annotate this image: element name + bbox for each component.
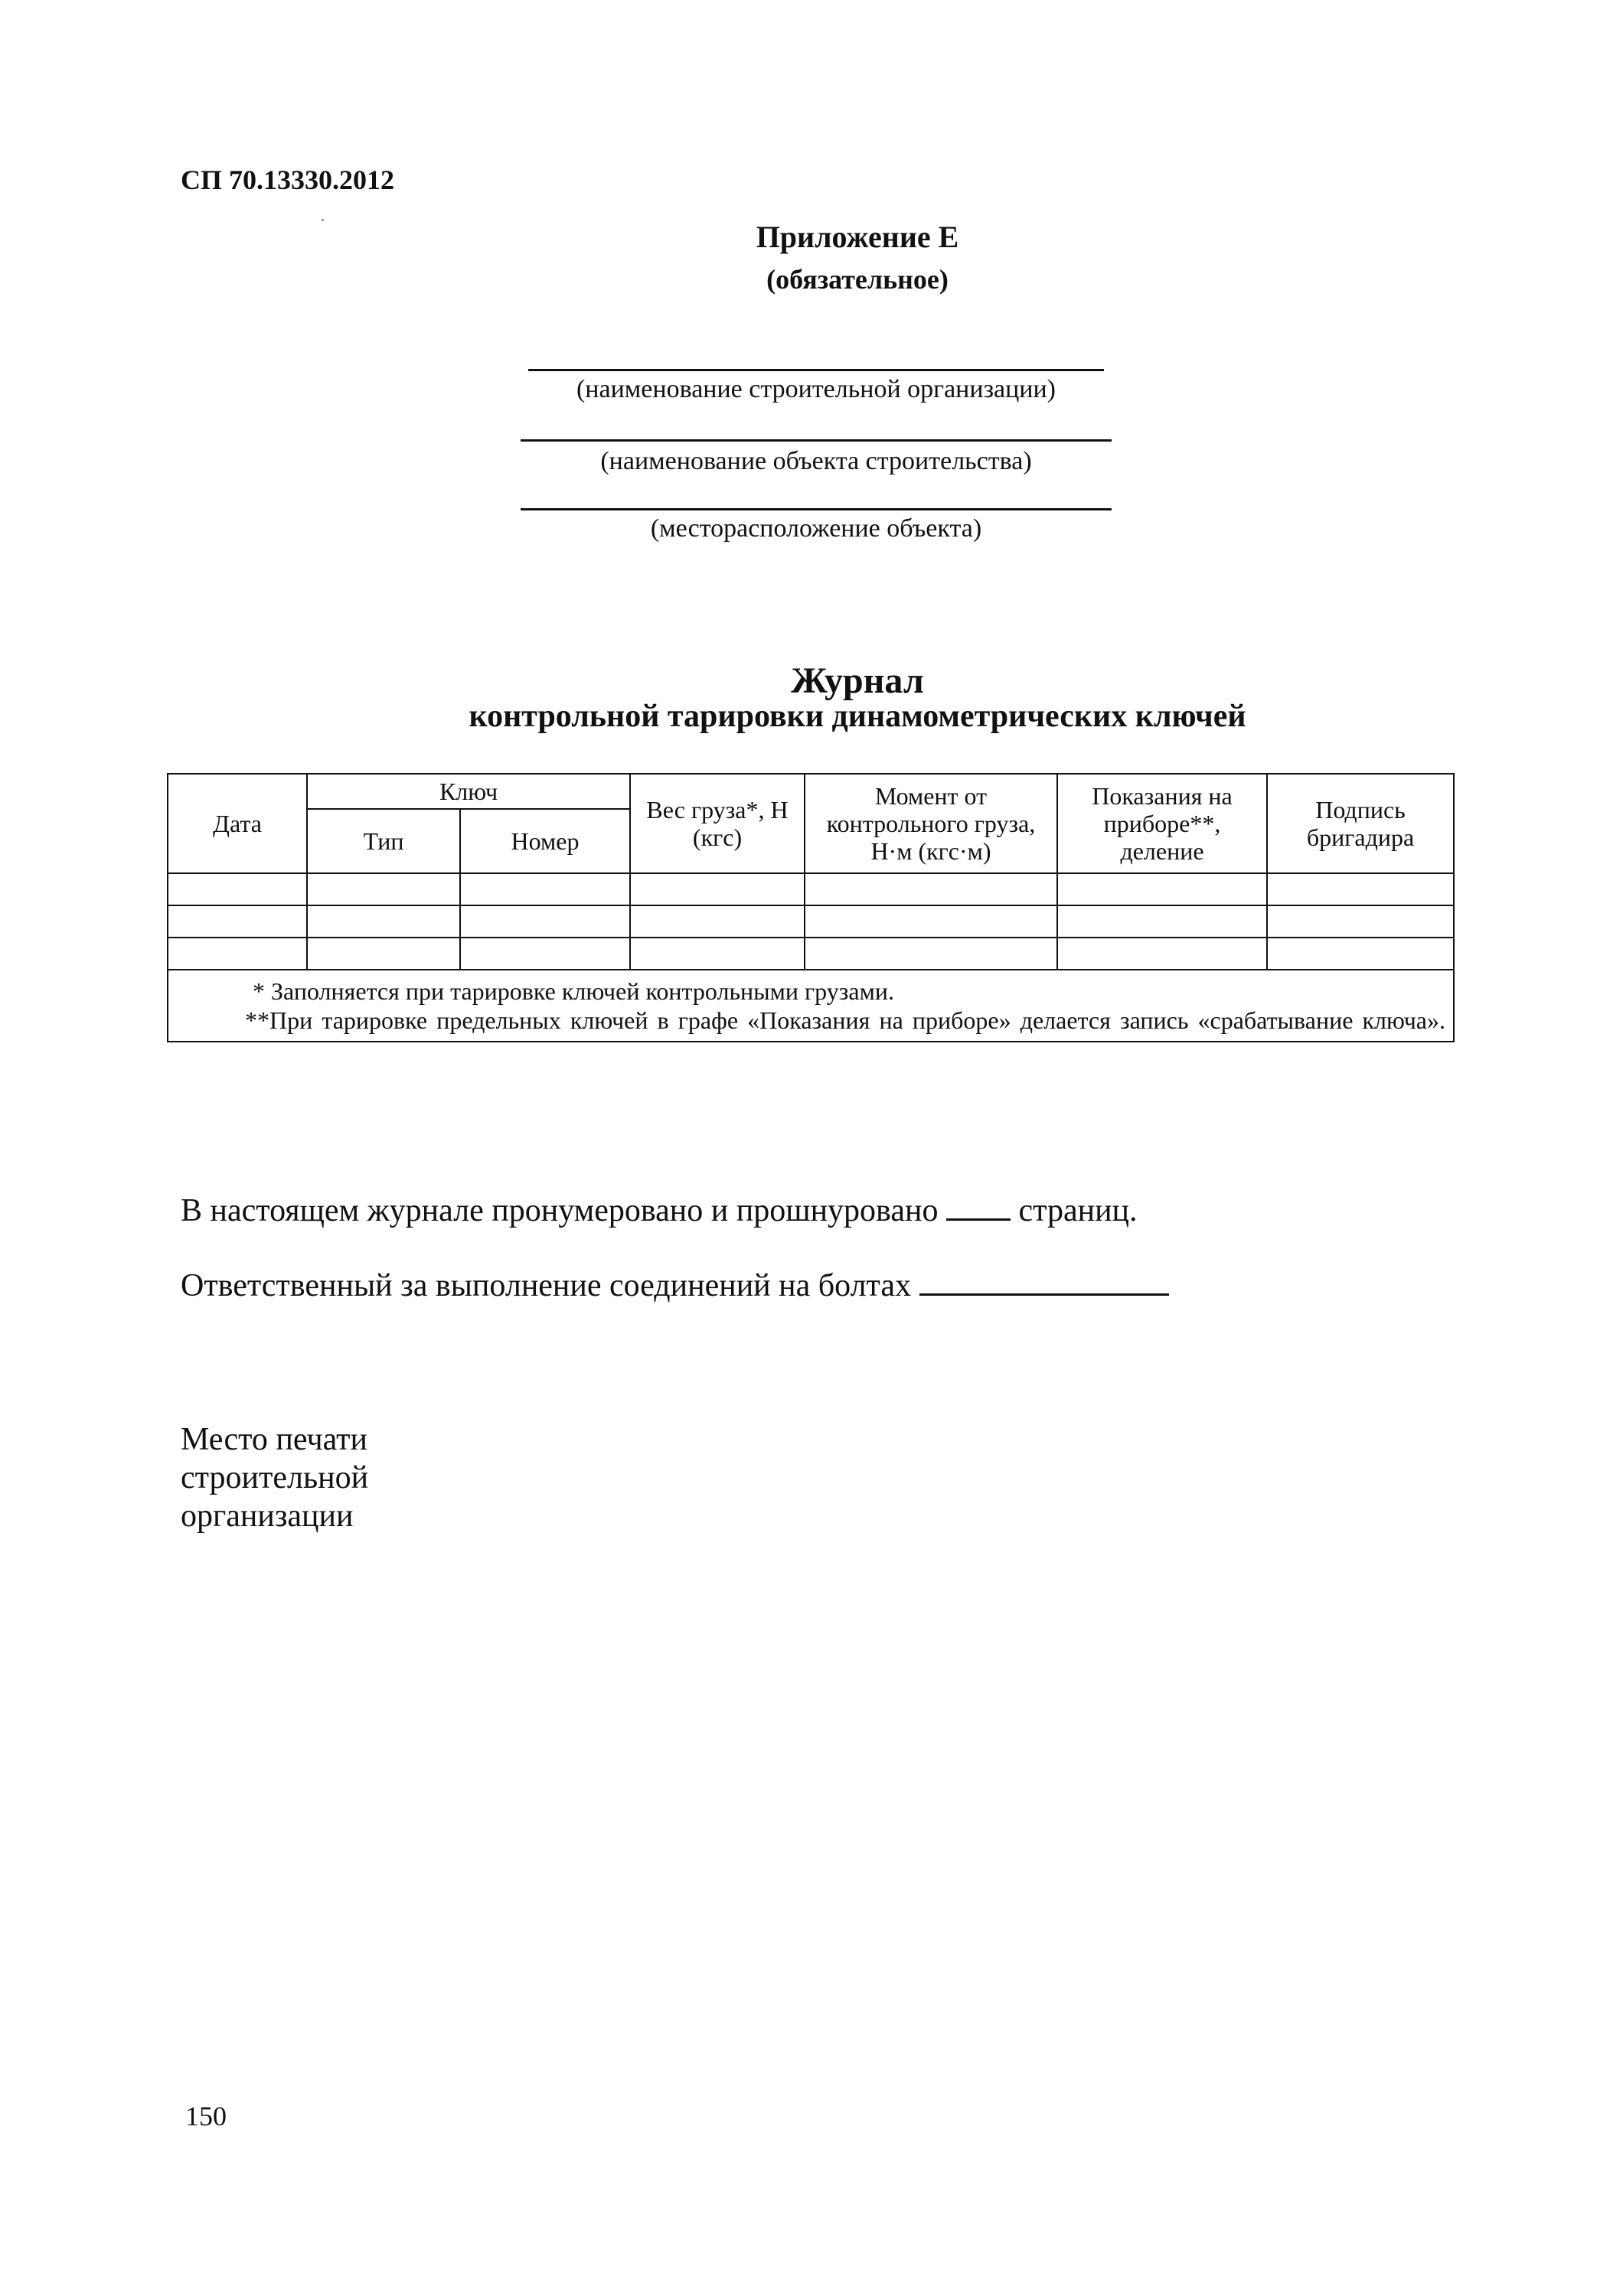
cell-readings [1057,873,1267,905]
responsible-text: Ответственный за выполнение соединений на болтах [181,1268,912,1303]
cell-date [168,938,307,970]
seal-line-3: организации [181,1499,354,1534]
responsible-signature-blank [919,1270,1169,1296]
seal-place [181,1420,368,1535]
document-code: СП 70.13330.2012 [181,165,394,195]
col-key-header: Ключ [307,774,630,809]
seal-line-1: Место печати [181,1422,368,1457]
cell-date [168,873,307,905]
cell-weight [630,873,805,905]
page-number: 150 [185,2101,227,2131]
cell-signature [1267,873,1454,905]
org-name-line [528,369,1104,371]
col-signature-header: Подпись бригадира [1267,774,1454,873]
cell-key-type [307,938,460,970]
table-row [168,873,1454,905]
cell-signature [1267,905,1454,938]
note-readings: **При тарировке предельных ключей в графе «Показания на приборе» делается запись «срабатывание ключа». [245,1006,1445,1034]
note-weight: * Заполняется при тарировке ключей контрольными грузами. [253,977,894,1005]
responsible-statement [181,1267,1169,1304]
table-row [168,905,1454,938]
cell-moment [805,905,1057,938]
table-row [168,938,1454,970]
appendix-title: Приложение Е [756,220,959,254]
cell-key-number [460,873,630,905]
journal-title: Журнал [791,660,924,701]
col-key-type-header: Тип [307,809,460,873]
cell-key-type [307,873,460,905]
cell-signature [1267,938,1454,970]
cell-readings [1057,938,1267,970]
journal-subtitle: контрольной тарировки динамометрических ключей [469,699,1246,734]
cell-moment [805,938,1057,970]
object-name-caption: (наименование объекта строительства) [600,447,1032,475]
appendix-subtitle: (обязательное) [766,264,949,295]
pages-statement-suffix: страниц. [1018,1193,1138,1228]
location-line [521,508,1112,510]
cell-key-type [307,905,460,938]
notes-row [168,970,1454,1042]
org-name-caption: (наименование строительной организации) [576,375,1056,403]
col-readings-header: Показания на приборе**, деление [1057,774,1267,873]
pages-statement [181,1192,1138,1229]
pages-statement-text: В настоящем журнале пронумеровано и прошнуровано [181,1193,939,1228]
cell-weight [630,905,805,938]
cell-date [168,905,307,938]
cell-readings [1057,905,1267,938]
col-moment-header: Момент от контрольного груза, Н·м (кгс·м) [805,774,1057,873]
notes-cell [168,970,1454,1042]
cell-weight [630,938,805,970]
journal-table [167,773,1455,1042]
cell-moment [805,873,1057,905]
object-name-line [521,439,1112,442]
col-key-number-header: Номер [460,809,630,873]
location-caption: (месторасположение объекта) [650,514,982,543]
seal-line-2: строительной [181,1460,369,1495]
cell-key-number [460,938,630,970]
col-date-header: Дата [168,774,307,873]
col-weight-header: Вес груза*, Н (кгс) [630,774,805,873]
cell-key-number [460,905,630,938]
pages-count-blank [946,1195,1011,1221]
